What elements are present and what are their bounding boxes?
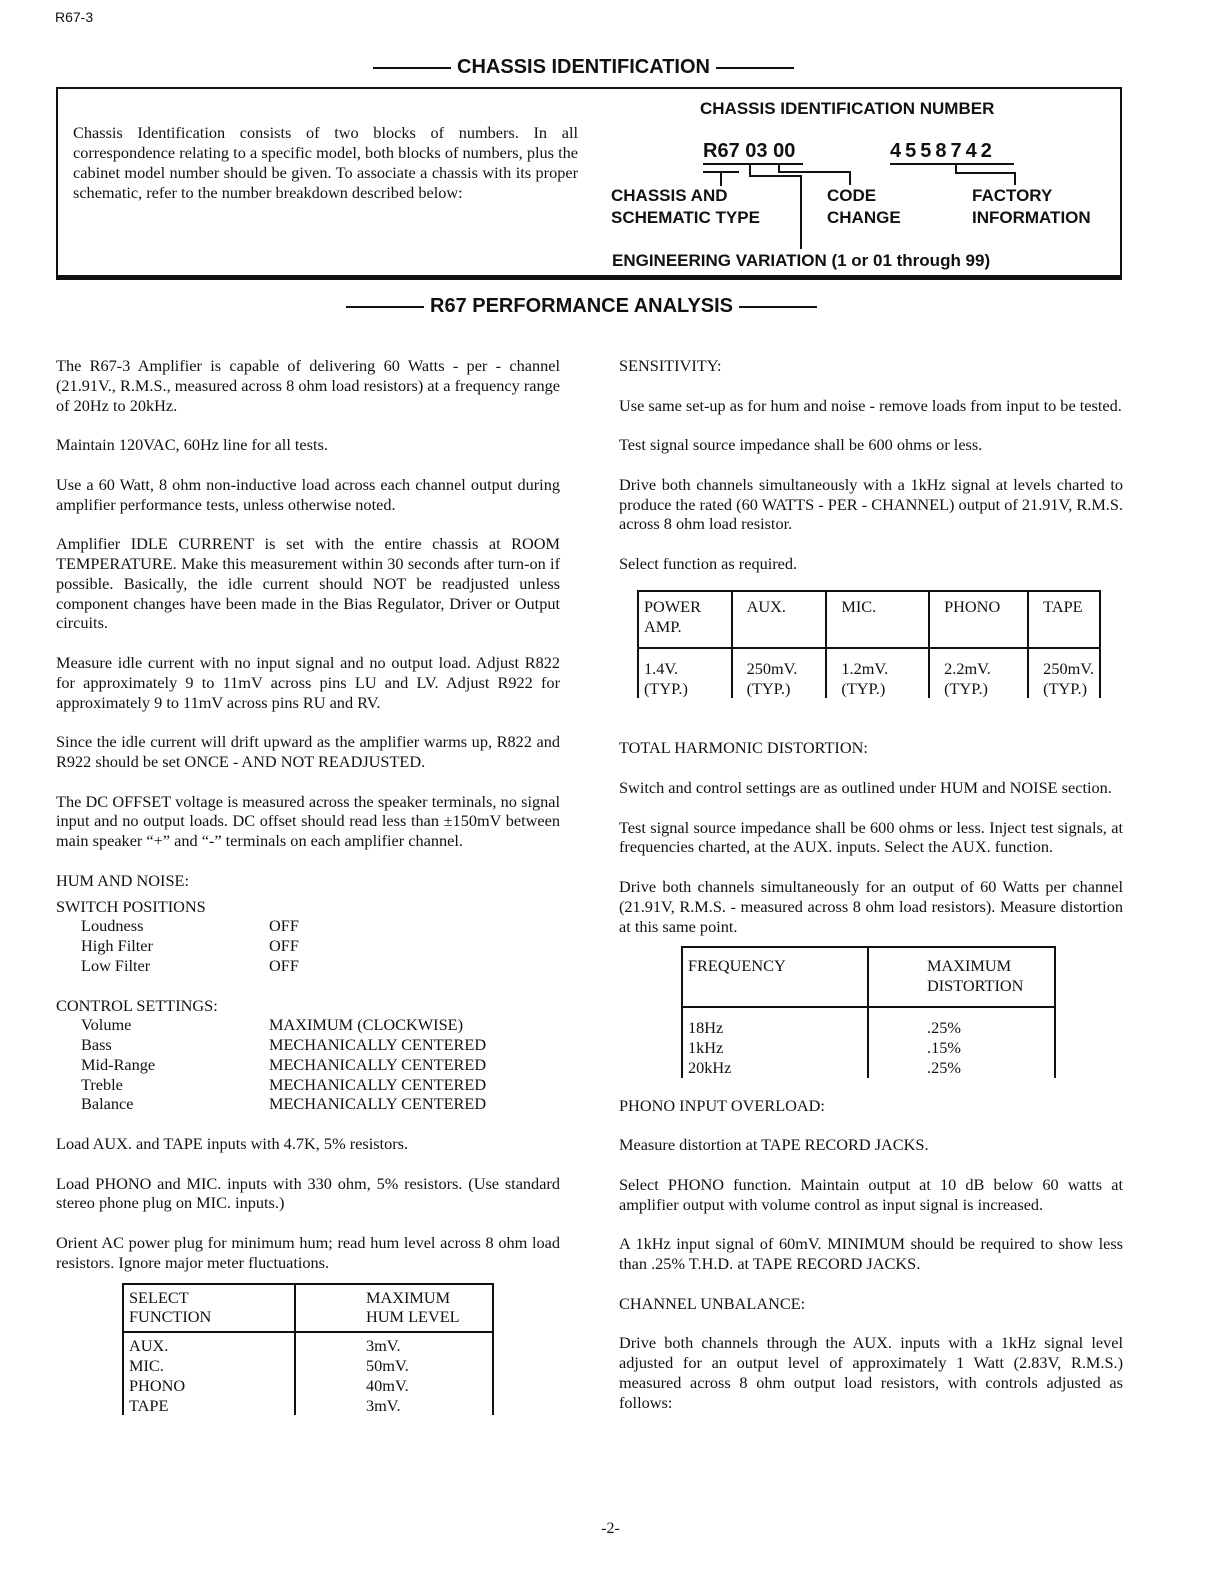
header-line: MAXIMUM <box>366 1287 451 1307</box>
switch-name: High Filter <box>81 936 153 956</box>
list-item <box>56 1015 560 1035</box>
cell-line: AUX. <box>129 1336 169 1356</box>
paragraph: Load PHONO and MIC. inputs with 330 ohm, 5% resistors. (Use standard stereo phone plug on MIC. inputs.) <box>56 1173 560 1213</box>
switch-name: Loudness <box>81 916 144 936</box>
code-part-1: R67 <box>703 140 740 162</box>
control-value: MECHANICALLY CENTERED <box>269 1054 487 1074</box>
right-column <box>619 356 1123 1432</box>
paragraph: Drive both channels simultaneously with a 1kHz signal at levels charted to produce the rated (60 WATTS - PER - CHANNEL) output of 21.91V, R.M.S. across 8 ohm load resistor. <box>619 474 1123 534</box>
table-row <box>638 591 1100 648</box>
table-header-cell: PHONO <box>929 591 1028 648</box>
chassis-section-title <box>367 56 800 79</box>
sensitivity-table <box>637 590 1101 699</box>
label-code-line1: CODE <box>827 186 877 205</box>
spacer <box>619 698 1123 738</box>
cell-line: 1kHz <box>688 1038 724 1058</box>
code-part-3: 00 <box>773 140 796 162</box>
paragraph: Measure idle current with no input signal and no output load. Adjust R822 for approximately 9 to 11mV across pins LU and LV. Adjust R922 for approximately 9 to 11mV across pins RU and RV. <box>56 652 560 712</box>
phono-overload-heading: PHONO INPUT OVERLOAD: <box>619 1095 825 1115</box>
hum-noise-heading: HUM AND NOISE: <box>56 870 189 890</box>
table-row <box>123 1332 493 1415</box>
cell-line: 50mV. <box>366 1356 409 1376</box>
paragraph: Use same set-up as for hum and noise - remove loads from input to be tested. <box>619 395 1122 415</box>
factory-underline <box>890 163 1014 165</box>
chassis-title-text: CHASSIS IDENTIFICATION <box>457 56 710 78</box>
paragraph: Select PHONO function. Maintain output at 10 dB below 60 watts at amplifier output with volume control as input signal is increased. <box>619 1174 1123 1214</box>
paragraph: Amplifier IDLE CURRENT is set with the entire chassis at ROOM TEMPERATURE. Make this measurement within 30 seconds after turn-on if possible. Basically, the idle current should NOT be readjusted unless component changes have been made in the Bias Regulator, Driver or Output circuits. <box>56 534 560 633</box>
cell-line: .25% <box>927 1057 961 1077</box>
cell-line: 3mV. <box>366 1395 401 1415</box>
left-column <box>56 356 560 1415</box>
code-underline <box>703 163 803 165</box>
list-item <box>56 1035 560 1055</box>
paragraph: Test signal source impedance shall be 600 ohms or less. Inject test signals, at frequencies charted, at the AUX. inputs. Select the AUX. function. <box>619 817 1123 857</box>
label-code-line2: CHANGE <box>827 208 901 227</box>
list-item <box>56 956 560 976</box>
title-rule-right <box>716 67 794 69</box>
performance-title-text: R67 PERFORMANCE ANALYSIS <box>430 295 734 317</box>
table-cell <box>826 648 929 699</box>
paragraph: A 1kHz input signal of 60mV. MINIMUM should be required to show less than .25% T.H.D. at TAPE RECORD JACKS. <box>619 1234 1123 1274</box>
control-value: MECHANICALLY CENTERED <box>269 1035 487 1055</box>
page-id: R67-3 <box>55 9 94 25</box>
switch-name: Low Filter <box>81 955 151 975</box>
paragraph: Maintain 120VAC, 60Hz line for all tests. <box>56 435 328 455</box>
bracket-factory-bottom <box>955 172 1015 174</box>
label-code-change <box>827 185 901 229</box>
control-name: Volume <box>81 1015 132 1035</box>
table-header-cell: TAPE <box>1028 591 1100 648</box>
list-item <box>56 936 560 956</box>
table-row <box>682 1007 1055 1077</box>
spacer <box>619 1078 1123 1096</box>
paragraph: Switch and control settings are as outlined under HUM and NOISE section. <box>619 777 1112 797</box>
paragraph: The R67-3 Amplifier is capable of delivering 60 Watts - per - channel (21.91V., R.M.S., measured across 8 ohm load resistors) at a frequency range of 20Hz to 20kHz. <box>56 356 560 415</box>
table-header-cell <box>295 1284 493 1333</box>
paragraph: Since the idle current will drift upward as the amplifier warms up, R822 and R922 should be set ONCE - AND NOT READJUSTED. <box>56 732 560 771</box>
header-line: AMP. <box>644 616 682 636</box>
list-item <box>56 1075 560 1095</box>
switch-value: OFF <box>269 916 299 936</box>
paragraph: Measure distortion at TAPE RECORD JACKS. <box>619 1135 929 1155</box>
paragraph: Orient AC power plug for minimum hum; read hum level across 8 ohm load resistors. Ignore major meter fluctuations. <box>56 1233 560 1272</box>
channel-unbalance-heading: CHANNEL UNBALANCE: <box>619 1293 806 1313</box>
cell-line: 20kHz <box>688 1057 732 1077</box>
page-number: -2- <box>601 1520 620 1537</box>
cell-value: 1.4V. <box>644 658 679 678</box>
label-factory-line1: FACTORY <box>972 186 1053 205</box>
cell-value: 1.2mV. <box>841 658 889 678</box>
header-line: POWER <box>644 596 701 616</box>
table-cell <box>295 1332 493 1415</box>
cell-value: 250mV. <box>1043 658 1094 678</box>
table-header-cell: AUX. <box>732 591 827 648</box>
code-part-2: 03 <box>745 140 768 162</box>
table-header-cell: FREQUENCY <box>682 947 868 1007</box>
perf-rule-right <box>739 306 817 308</box>
cell-typ: (TYP.) <box>746 678 791 698</box>
label-chassis-line2: SCHEMATIC TYPE <box>611 208 760 227</box>
thd-heading: TOTAL HARMONIC DISTORTION: <box>619 738 868 758</box>
cell-line: 18Hz <box>688 1018 724 1038</box>
label-factory-info <box>972 185 1091 229</box>
cell-typ: (TYP.) <box>841 678 886 698</box>
table-cell <box>929 648 1028 699</box>
table-cell <box>868 1007 1055 1077</box>
switch-value: OFF <box>269 955 299 975</box>
title-rule-left <box>373 67 451 69</box>
bracket-factory-stem <box>1014 172 1016 185</box>
sensitivity-heading: SENSITIVITY: <box>619 356 722 375</box>
list-item <box>56 916 560 936</box>
bracket-00-bottom <box>778 171 850 173</box>
table-cell <box>123 1332 295 1415</box>
bracket-00-stem <box>849 171 851 185</box>
distortion-table <box>681 946 1056 1077</box>
cell-line: .25% <box>927 1018 961 1038</box>
chassis-code <box>703 140 795 163</box>
cell-line: MIC. <box>129 1356 164 1376</box>
bracket-03-stem <box>800 175 802 249</box>
table-header-cell <box>868 947 1055 1007</box>
header-line: SELECT <box>129 1287 189 1307</box>
paragraph: Use a 60 Watt, 8 ohm non-inductive load across each channel output during amplifier performance tests, unless otherwise noted. <box>56 474 560 514</box>
chassis-number-title: CHASSIS IDENTIFICATION NUMBER <box>700 99 995 118</box>
paragraph: Select function as required. <box>619 553 798 573</box>
label-chassis-type <box>611 185 760 229</box>
table-row <box>123 1284 493 1333</box>
cell-line: .15% <box>927 1038 961 1058</box>
control-list <box>56 1015 560 1114</box>
hum-level-table <box>122 1283 494 1416</box>
factory-number: 4558742 <box>890 140 996 162</box>
table-header-cell <box>638 591 732 648</box>
switch-value: OFF <box>269 936 299 956</box>
header-line: HUM LEVEL <box>366 1307 460 1327</box>
control-value: MECHANICALLY CENTERED <box>269 1074 487 1094</box>
table-row <box>638 648 1100 699</box>
table-cell <box>682 1007 868 1077</box>
chassis-id-box-shadow <box>56 277 1122 280</box>
table-header-cell: MIC. <box>826 591 929 648</box>
cell-line: 3mV. <box>366 1336 401 1356</box>
table-cell <box>638 648 732 699</box>
control-value: MAXIMUM (CLOCKWISE) <box>269 1015 464 1035</box>
paragraph: Drive both channels through the AUX. inputs with a 1kHz signal level adjusted for an output level of approximately 1 Watt (2.83V, R.M.S.) measured across 8 ohm output load resistors, with controls adjusted as follows: <box>619 1333 1123 1412</box>
cell-typ: (TYP.) <box>644 678 688 698</box>
table-header-cell <box>123 1284 295 1333</box>
cell-value: 250mV. <box>746 658 798 678</box>
cell-typ: (TYP.) <box>944 678 988 698</box>
chassis-description: Chassis Identification consists of two blocks of numbers. In all correspondence relating to a specific model, both blocks of numbers, plus the cabinet model number should be given. To associate a chassis with its proper schematic, refer to the number breakdown described below: <box>73 123 578 202</box>
table-cell <box>1028 648 1100 699</box>
label-factory-line2: INFORMATION <box>972 208 1091 227</box>
cell-value: 2.2mV. <box>944 658 991 678</box>
perf-rule-left <box>346 306 424 308</box>
paragraph: Drive both channels simultaneously for an output of 60 Watts per channel (21.91V, R.M.S. - measured across 8 ohm load resistors). Measure distortion at this same point. <box>619 876 1123 936</box>
paragraph: The DC OFFSET voltage is measured across the speaker terminals, no signal input and no output loads. DC offset should read less than ±150mV between main speaker “+” and “-” terminals on each amplifier channel. <box>56 791 560 851</box>
control-name: Balance <box>81 1094 134 1114</box>
bracket-03-bottom <box>749 175 801 177</box>
switch-positions-heading: SWITCH POSITIONS <box>56 896 206 916</box>
cell-typ: (TYP.) <box>1043 678 1088 698</box>
label-engineering-variation: ENGINEERING VARIATION (1 or 01 through 99) <box>612 251 991 270</box>
list-item <box>56 1055 560 1075</box>
header-line: MAXIMUM <box>927 956 1012 976</box>
control-name: Mid-Range <box>81 1054 156 1074</box>
cell-line: 40mV. <box>366 1375 409 1395</box>
cell-line: TAPE <box>129 1395 169 1415</box>
paragraph: Load AUX. and TAPE inputs with 4.7K, 5% resistors. <box>56 1134 409 1154</box>
table-cell <box>732 648 827 699</box>
performance-section-title <box>340 295 823 318</box>
bracket-r67-stem <box>720 171 722 186</box>
control-settings-heading: CONTROL SETTINGS: <box>56 995 218 1015</box>
control-name: Bass <box>81 1035 112 1055</box>
header-line: FUNCTION <box>129 1307 212 1327</box>
paragraph: Test signal source impedance shall be 600 ohms or less. <box>619 435 983 455</box>
switch-list <box>56 916 560 975</box>
cell-line: PHONO <box>129 1375 186 1395</box>
table-row <box>682 947 1055 1007</box>
control-value: MECHANICALLY CENTERED <box>269 1094 487 1114</box>
control-name: Treble <box>81 1074 123 1094</box>
label-chassis-line1: CHASSIS AND <box>611 186 728 205</box>
list-item <box>56 1094 560 1114</box>
header-line: DISTORTION <box>927 976 1024 996</box>
